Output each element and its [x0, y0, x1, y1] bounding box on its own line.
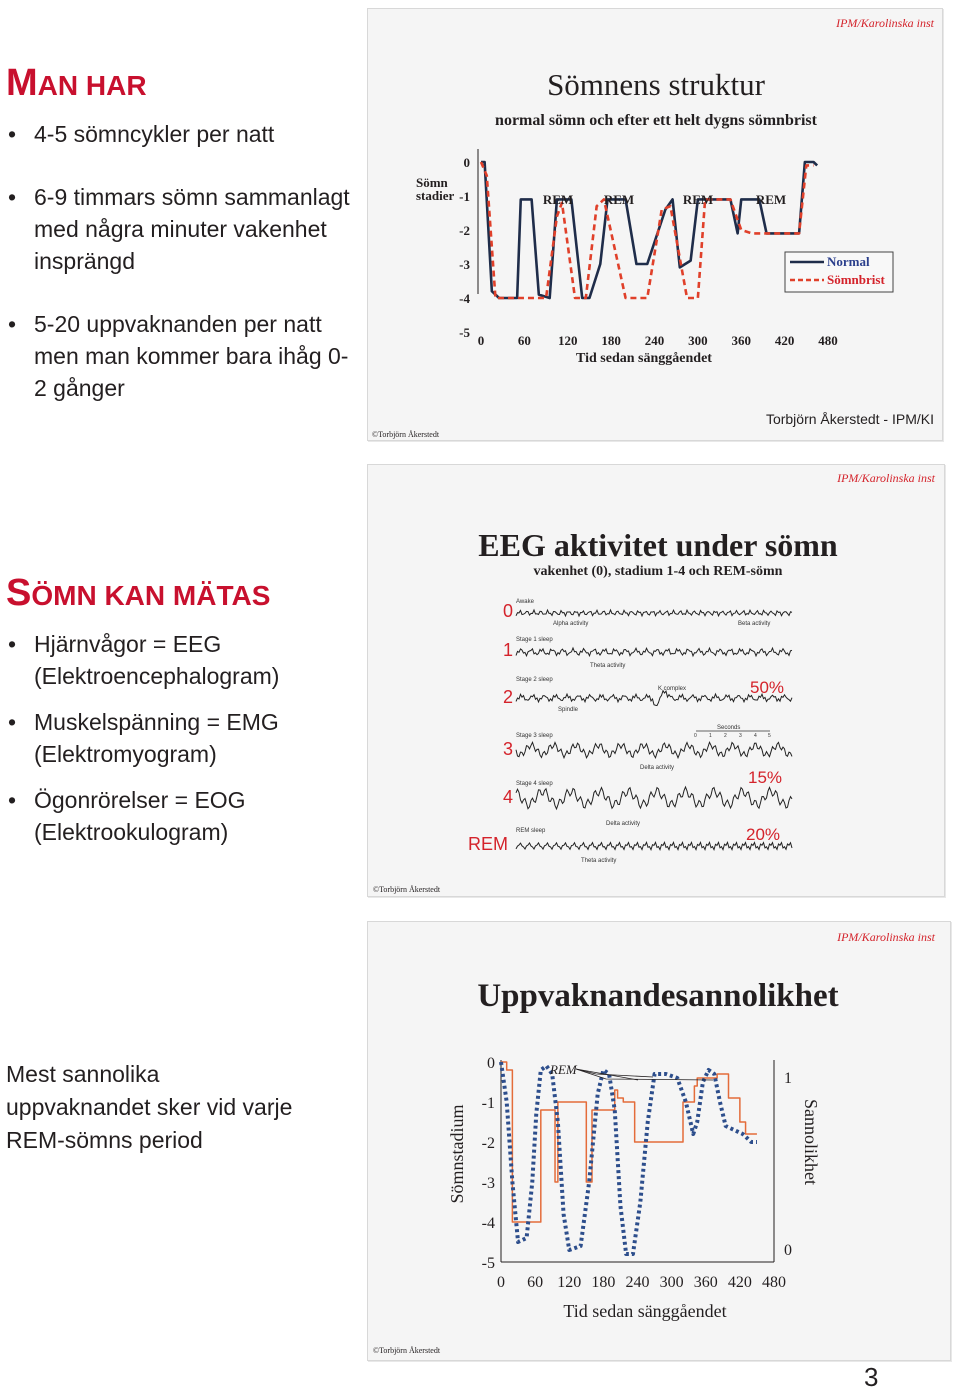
eeg-trace	[516, 610, 792, 616]
activity-label: Beta activity	[738, 621, 771, 627]
eeg-subtitle: vakenhet (0), stadium 1-4 och REM-sömn	[533, 564, 783, 579]
eeg-figure	[368, 465, 944, 896]
list-item: • 4-5 sömncykler per natt	[6, 118, 356, 150]
seconds-tick: 4	[754, 733, 757, 739]
seconds-tick: 1	[709, 733, 712, 739]
activity-label: Alpha activity	[553, 621, 589, 627]
x-tick-label: 0	[477, 333, 485, 348]
activity-label: Spindle	[558, 707, 579, 713]
slide-somnens-struktur	[367, 8, 943, 441]
activity-label: Theta activity	[581, 858, 617, 864]
x-tick-label: 240	[644, 333, 665, 348]
stage-label: Stage 1 sleep	[516, 637, 553, 643]
y-axis-ticks	[482, 1055, 495, 1272]
y-tick-label: -4	[459, 291, 470, 306]
stage-number: 1	[503, 640, 514, 660]
section-heading-man-har	[6, 64, 147, 102]
list-item: • Hjärnvågor = EEG (Elektroencephalogram)	[6, 628, 356, 692]
slide-eeg-aktivitet	[367, 464, 945, 897]
chart-subtitle: normal sömn och efter ett helt dygns sömnbrist	[495, 112, 817, 129]
list-item: • Ögonrörelser = EOG (Elektrookulogram)	[6, 784, 356, 848]
stage-label: Stage 3 sleep	[516, 733, 553, 739]
slide-header: IPM/Karolinska inst	[836, 16, 934, 30]
page-number: 3	[864, 1362, 879, 1392]
stage-number: 2	[503, 687, 514, 707]
eeg-traces	[516, 610, 792, 850]
copyright: ©Torbjörn Åkerstedt	[372, 430, 440, 439]
right-axis-tick: 1	[784, 1070, 792, 1087]
series-line-probability	[501, 1062, 757, 1254]
y-tick-label: -4	[481, 1215, 495, 1232]
bullet-list-somn-kan-matas	[6, 628, 356, 848]
y-axis-ticks	[459, 155, 470, 340]
x-tick-label: 60	[527, 1274, 544, 1291]
y-tick-label: -1	[481, 1095, 495, 1112]
series-group	[481, 162, 817, 298]
slide-header: IPM/Karolinska inst	[837, 930, 935, 944]
series-line-normal	[481, 162, 817, 298]
y-tick-label: 0	[487, 1055, 495, 1072]
y-axis-label: Sömnstadium	[447, 1104, 467, 1204]
seconds-tick: 0	[694, 733, 697, 739]
chart-somnens-struktur	[368, 9, 942, 440]
rem-label: REM	[542, 192, 574, 207]
rem-label: REM	[755, 192, 787, 207]
copyright: ©Torbjörn Åkerstedt	[373, 885, 441, 894]
series-line-somnbrist	[481, 162, 814, 298]
y-tick-label: -3	[459, 257, 470, 272]
x-tick-label: 360	[693, 1274, 718, 1291]
slide-uppvaknandesannolikhet	[367, 921, 951, 1361]
list-item: • 5-20 uppvaknanden per natt men man kommer bara ihåg 0-2 gånger	[6, 308, 356, 404]
x-tick-label: 240	[625, 1274, 650, 1291]
seconds-tick: 2	[724, 733, 727, 739]
y-tick-label: -1	[459, 189, 470, 204]
copyright: ©Torbjörn Åkerstedt	[373, 1346, 441, 1355]
x-tick-label: 0	[497, 1274, 505, 1291]
y-axis-label-right: Sannolikhet	[801, 1099, 821, 1185]
eeg-trace	[516, 742, 792, 758]
y-tick-label: -5	[459, 325, 470, 340]
stage-label: Stage 4 sleep	[516, 781, 553, 787]
stage-label: Stage 2 sleep	[516, 677, 553, 683]
y-tick-label: -3	[481, 1175, 495, 1192]
x-tick-label: 480	[818, 333, 838, 348]
section-heading-somn-kan-matas	[6, 574, 270, 612]
percentage-label: 50%	[750, 678, 785, 697]
seconds-label: Seconds	[717, 725, 741, 731]
percentage-label: 15%	[748, 768, 783, 787]
eeg-trace	[516, 787, 792, 809]
seconds-tick: 3	[739, 733, 742, 739]
chart-uppvaknandesannolikhet	[368, 922, 950, 1360]
x-axis-ticks	[497, 1274, 786, 1291]
slide-header: IPM/Karolinska inst	[837, 471, 935, 485]
x-tick-label: 60	[517, 333, 531, 348]
chart-title: Sömnens struktur	[547, 67, 765, 102]
x-tick-label: 360	[731, 333, 751, 348]
seconds-tick: 5	[768, 733, 771, 739]
list-item: • 6-9 timmars sömn sammanlagt med några minuter vakenhet insprängd	[6, 181, 356, 277]
activity-label: Theta activity	[590, 663, 626, 669]
list-item: • Muskelspänning = EMG (Elektromyogram)	[6, 706, 356, 770]
x-tick-label: 120	[558, 333, 578, 348]
heading-initial: M	[6, 62, 38, 104]
legend-label-somnbrist: Sömnbrist	[827, 272, 885, 287]
x-tick-label: 480	[762, 1274, 786, 1291]
stage-label: REM sleep	[516, 828, 546, 834]
x-tick-label: 180	[591, 1274, 616, 1291]
y-axis-label-line2: stadier	[416, 188, 455, 203]
activity-label: K complex	[658, 686, 687, 692]
stage-number: REM	[468, 834, 508, 854]
rem-label: REM	[682, 192, 714, 207]
stage-number: 0	[503, 601, 514, 621]
x-axis-label: Tid sedan sänggåendet	[576, 351, 712, 366]
heading-rest: ÖMN KAN MÄTAS	[31, 580, 271, 611]
activity-label: Delta activity	[640, 765, 675, 771]
stage-number: 3	[503, 739, 514, 759]
x-tick-label: 180	[601, 333, 621, 348]
y-tick-label: -5	[481, 1255, 495, 1272]
heading-initial: S	[6, 572, 32, 614]
percentage-label: 20%	[746, 825, 781, 844]
x-axis-label: Tid sedan sänggåendet	[563, 1301, 727, 1321]
y-tick-label: -2	[459, 223, 470, 238]
rem-label: REM	[603, 192, 635, 207]
legend-label-normal: Normal	[827, 254, 870, 269]
chart-title: Uppvaknandesannolikhet	[477, 978, 839, 1014]
right-axis-tick: 0	[784, 1242, 792, 1259]
y-tick-label: 0	[463, 155, 470, 170]
activity-label: Delta activity	[606, 821, 641, 827]
stage-number: 4	[503, 787, 514, 807]
x-tick-label: 120	[557, 1274, 582, 1291]
eeg-title: EEG aktivitet under sömn	[478, 527, 838, 563]
rem-pointer-line	[576, 1069, 713, 1080]
series-group	[501, 1062, 757, 1254]
slide-footer: Torbjörn Åkerstedt - IPM/KI	[765, 411, 934, 427]
y-tick-label: -2	[481, 1135, 495, 1152]
heading-rest: AN HAR	[37, 70, 147, 101]
eeg-trace	[516, 648, 792, 656]
x-tick-label: 420	[727, 1274, 752, 1291]
stage-label: Awake	[516, 599, 534, 605]
rem-label: REM	[550, 1062, 577, 1077]
x-tick-label: 300	[659, 1274, 684, 1291]
x-tick-label: 300	[688, 333, 708, 348]
y-axis-label-line1: Sömn	[416, 175, 448, 190]
bullet-list-man-har	[6, 118, 356, 404]
x-tick-label: 420	[774, 333, 795, 348]
x-axis-ticks	[478, 333, 838, 348]
paragraph-mest-sannolika: Mest sannolika uppvaknandet sker vid varje REM-sömns period	[6, 1061, 293, 1153]
